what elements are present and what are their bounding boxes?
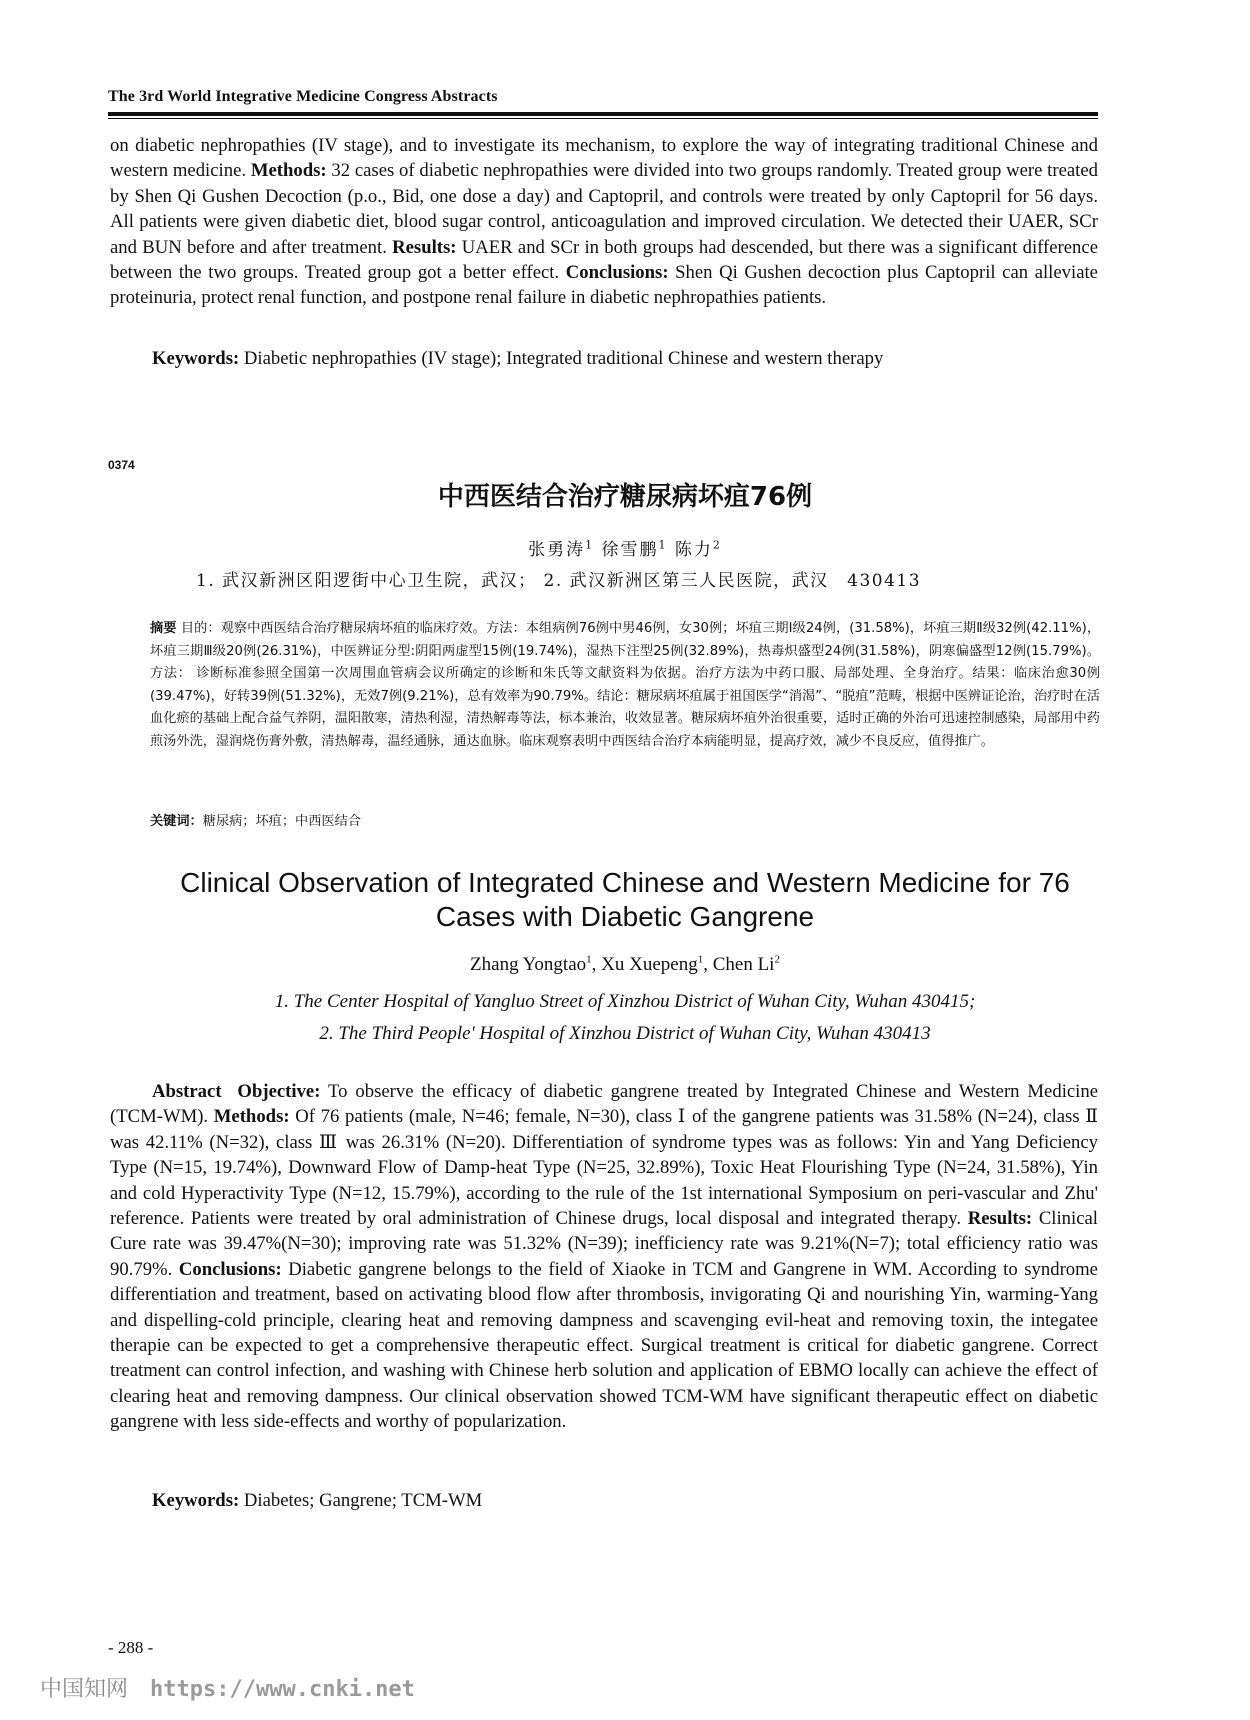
cnki-watermark: 中国知网 https://www.cnki.net	[40, 1677, 415, 1702]
page-number: - 288 -	[108, 1638, 154, 1657]
chinese-keywords: 关键词：糖尿病；坏疽；中西医结合	[150, 814, 361, 829]
chinese-abstract: 摘要 目的：观察中西医结合治疗糖尿病坏疽的临床疗效。方法：本组病例76例中男46例，女30例；坏疽三期Ⅰ级24例，(31.58%)，坏疽三期Ⅱ级32例(42.11%)，坏疽三期Ⅲ级20例(26.31%)，中医辨证分型:阴阳两虚型15例(19.74%)，湿热下注型25例(32.89%)，热毒炽盛型24例(31.58%)，阴寒偏盛型12例(15.79%)。方法： 诊断标准参照全国第一次周围血管病会议所确定的诊断和朱氏等文献资料为依据。治疗方法为中药口服、局部处理、全身治疗。结果：临床治愈30例(39.47%)，好转39例(51.32%)，无效7例(9.21%)，总有效率为90.79%。结论：糖尿病坏疽属于祖国医学“消渴”、“脱疽”范畴，根据中医辨证论治，治疗时在活血化瘀的基础上配合益气养阴，温阳散寒，清热利湿，清热解毒等法，标本兼治，收效显著。糖尿病坏疽外治很重要，适时正确的外治可迅速控制感染，局部用中药煎汤外洗，湿润烧伤膏外敷，清热解毒，温经通脉，通达血脉。临床观察表明中西医结合治疗本病能明显，提高疗效，减少不良反应，值得推广。	[150, 621, 1101, 749]
english-affiliations: 1. The Center Hospital of Yangluo Street of Xinzhou District of Wuhan City, Wuhan 430415; 2. The Third People' Hospital of Xinzhou District of Wuhan City, Wuhan 430413	[274, 991, 976, 1044]
english-authors: Zhang Yongtao$^1$, Xu Xuepeng$^1$, Chen Li$^2$	[470, 953, 780, 975]
watermark-url: https://www.cnki.net	[150, 1677, 415, 1702]
chinese-abstract-label: 摘要	[150, 621, 177, 636]
objective-label: Objective:	[237, 1081, 321, 1102]
conclusions-label: Conclusions:	[565, 262, 669, 284]
results-label: Results:	[967, 1208, 1033, 1230]
header-rule-thin	[108, 118, 1098, 119]
abstract-label: Abstract	[152, 1081, 222, 1102]
previous-abstract-body: on diabetic nephropathies (IV stage), and to investigate its mechanism, to explore the way of integrating traditional Chinese and western medicine. Methods: 32 cases of diabetic nephropathies were divided into two groups randomly. Treated group were treated by Shen Qi Gushen Decoction (p.o., Bid, one dose a day) and Captopril, and controls were treated by only Captopril for 56 days. All patients were given diabetic diet, blood sugar control, anticoagulation and improved circulation. We detected their UAER, SCr and BUN before and after treatment. Results: UAER and SCr in both groups had descended, but there was a significant difference between the two groups. Treated group got a better effect. Conclusions: Shen Qi Gushen decoction plus Captopril can alleviate proteinuria, protect renal function, and postpone renal failure in diabetic nephropathies patients.	[110, 135, 1099, 309]
results-label: Results:	[392, 236, 457, 258]
english-keywords: Keywords: Diabetes; Gangrene; TCM-WM	[152, 1490, 483, 1511]
running-header: The 3rd World Integrative Medicine Congress Abstracts	[108, 88, 498, 105]
english-title: Clinical Observation of Integrated Chinese and Western Medicine for 76 Cases with Diabetic Gangrene	[180, 867, 1070, 932]
methods-label: Methods:	[213, 1106, 290, 1128]
english-abstract-body: Abstract Objective: To observe the efficacy of diabetic gangrene treated by Integrated Chinese and Western Medicine (TCM-WM). Methods: Of 76 patients (male, N=46; female, N=30), class Ⅰ of the gangrene patients was 31.58% (N=24), class Ⅱ was 42.11% (N=32), class Ⅲ was 26.31% (N=20). Differentiation of syndrome types was as follows: Yin and Yang Deficiency Type (N=15, 19.74%), Downward Flow of Damp-heat Type (N=25, 32.89%), Toxic Heat Flourishing Type (N=24, 31.58%), Yin and cold Hyperactivity Type (N=12, 15.79%), according to the rule of the 1st international Symposium on peri-vascular and Zhu' reference. Patients were treated by oral administration of Chinese drugs, local disposal and integrated therapy. Results: Clinical Cure rate was 39.47%(N=30); improving rate was 51.32% (N=39); inefficiency rate was 9.21%(N=7); total efficiency ratio was 90.79%. Conclusions: Diabetic gangrene belongs to the field of Xiaoke in TCM and Gangrene in WM. According to syndrome differentiation and treatment, based on activating blood flow after thrombosis, invigorating Qi and nourishing Yin, warming-Yang and dispelling-cold principle, clearing heat and removing dampness and scavenging evil-heat and removing toxin, the integatee therapie can be expected to get a comprehensive therapeutic effect. Surgical treatment is critical for diabetic gangrene. Correct treatment can control infection, and washing with Chinese herb solution and application of EBMO locally can achieve the effect of clearing heat and removing dampness. Our clinical observation showed TCM-WM have significant therapeutic effect on diabetic gangrene with less side-effects and worthy of popularization.	[110, 1081, 1099, 1433]
chinese-authors: 张勇涛$^1$ 徐雪鹏$^1$ 陈力$^2$	[528, 538, 722, 560]
methods-label: Methods:	[250, 160, 327, 182]
header-rule-thick	[108, 112, 1098, 116]
chinese-affiliations: 1. 武汉新洲区阳逻街中心卫生院，武汉； 2. 武汉新洲区第三人民医院，武汉 430413	[196, 571, 922, 591]
previous-keywords: Keywords: Diabetic nephropathies (IV stage); Integrated traditional Chinese and western therapy	[152, 348, 884, 369]
article-code: 0374	[108, 458, 135, 472]
chinese-title: 中西医结合治疗糖尿病坏疽76例	[437, 482, 813, 512]
conclusions-label: Conclusions:	[178, 1258, 282, 1280]
